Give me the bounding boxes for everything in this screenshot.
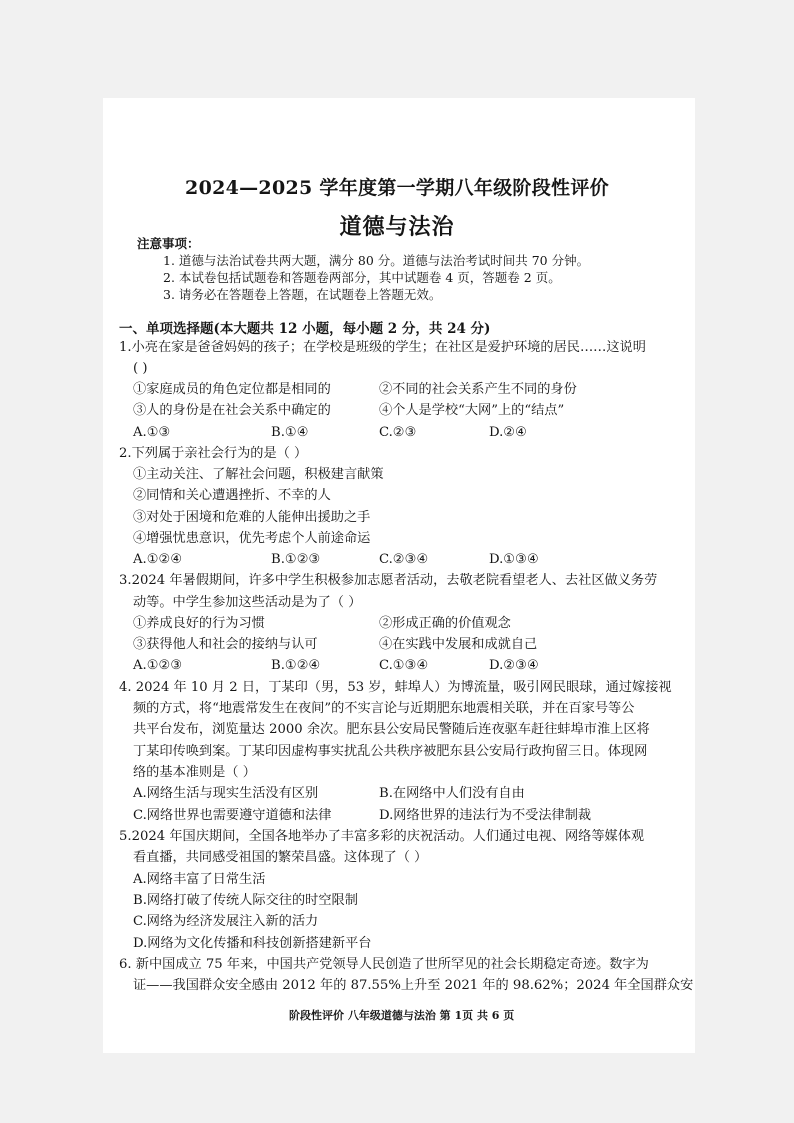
q3-stem-line1: 3.2024 年暑假期间，许多中学生积极参加志愿者活动，去敬老院看望老人、去社区做义务劳 <box>119 573 658 588</box>
q5-option-b: B.网络打破了传统人际交往的时空限制 <box>133 893 358 908</box>
q2-option-b: B.①②③ <box>271 552 321 567</box>
q3-statement-3: ③获得他人和社会的接纳与认可 <box>133 637 318 652</box>
section-heading: 一、单项选择题(本大题共 12 小题，每小题 2 分，共 24 分) <box>119 321 491 337</box>
q3-option-b: B.①②④ <box>271 658 321 673</box>
q4-option-b: B.在网络中人们没有自由 <box>379 786 525 801</box>
q1-statement-3: ③人的身份是在社会关系中确定的 <box>133 403 331 418</box>
q3-statement-2: ②形成正确的价值观念 <box>379 616 511 631</box>
q2-stem: 2.下列属于亲社会行为的是（ ） <box>119 446 308 461</box>
q1-statement-4: ④个人是学校“大网”上的“结点” <box>379 403 565 418</box>
q4-stem-line3: 共平台发布，浏览量达 2000 余次。肥东县公安局民警随后连夜驱车赶往蚌埠市淮上区将 <box>133 722 650 737</box>
q6-stem-line1: 6. 新中国成立 75 年来，中国共产党领导人民创造了世所罕见的社会长期稳定奇迹。数字为 <box>119 957 649 972</box>
q1-statement-2: ②不同的社会关系产生不同的身份 <box>379 382 577 397</box>
q1-statement-1: ①家庭成员的角色定位都是相同的 <box>133 382 331 397</box>
notes-heading: 注意事项： <box>137 236 200 251</box>
q1-option-b: B.①④ <box>271 425 309 440</box>
q5-option-d: D.网络为文化传播和科技创新搭建新平台 <box>133 936 372 951</box>
q4-stem-line4: 丁某印传唤到案。丁某印因虚构事实扰乱公共秩序被肥东县公安局行政拘留三日。体现网 <box>133 744 648 759</box>
q1-option-a: A.①③ <box>133 425 171 440</box>
q3-statement-1: ①养成良好的行为习惯 <box>133 616 265 631</box>
q2-statement-3: ③对处于困境和危难的人能伸出援助之手 <box>133 510 371 525</box>
page-footer: 阶段性评价 八年级道德与法治 第 1页 共 6 页 <box>289 1009 515 1022</box>
q4-option-d: D.网络世界的违法行为不受法律制裁 <box>379 808 592 823</box>
subject-title: 道德与法治 <box>339 214 455 240</box>
q2-statement-4: ④增强忧患意识，优先考虑个人前途命运 <box>133 531 371 546</box>
note-item-1: 1. 道德与法治试卷共两大题，满分 80 分。道德与法治考试时间共 70 分钟。 <box>163 253 590 268</box>
q4-option-a: A.网络生活与现实生活没有区别 <box>133 786 319 801</box>
q1-stem-line1: 1.小亮在家是爸爸妈妈的孩子；在学校是班级的学生；在社区是爱护环境的居民……这说明 <box>119 340 646 355</box>
q4-option-c: C.网络世界也需要遵守道德和法律 <box>133 808 332 823</box>
q1-option-c: C.②③ <box>379 425 417 440</box>
q1-option-d: D.②④ <box>489 425 527 440</box>
q5-stem-line2: 看直播，共同感受祖国的繁荣昌盛。这体现了（ ） <box>133 850 428 865</box>
q2-option-c: C.②③④ <box>379 552 429 567</box>
q2-option-d: D.①③④ <box>489 552 539 567</box>
q5-option-a: A.网络丰富了日常生活 <box>133 872 266 887</box>
q3-option-a: A.①②③ <box>133 658 183 673</box>
note-item-3: 3. 请务必在答题卷上答题，在试题卷上答题无效。 <box>163 287 442 302</box>
q6-stem-line2: 证——我国群众安全感由 2012 年的 87.55%上升至 2021 年的 98.62%；2024 年全国群众安 <box>133 978 694 993</box>
q4-stem-line5: 络的基本准则是（ ） <box>133 765 256 780</box>
q3-stem-line2: 动等。中学生参加这些活动是为了（ ） <box>133 595 362 610</box>
q5-stem-line1: 5.2024 年国庆期间，全国各地举办了丰富多彩的庆祝活动。人们通过电视、网络等媒体观 <box>119 829 645 844</box>
q3-option-c: C.①③④ <box>379 658 429 673</box>
q2-option-a: A.①②④ <box>133 552 183 567</box>
q2-statement-2: ②同情和关心遭遇挫折、不幸的人 <box>133 488 331 503</box>
q5-option-c: C.网络为经济发展注入新的活力 <box>133 914 319 929</box>
note-item-2: 2. 本试卷包括试题卷和答题卷两部分，其中试题卷 4 页，答题卷 2 页。 <box>163 270 561 285</box>
q4-stem-line1: 4. 2024 年 10 月 2 日，丁某印（男，53 岁，蚌埠人）为博流量，吸引网民眼球，通过嫁接视 <box>119 680 672 695</box>
q4-stem-line2: 频的方式，将“地震常发生在夜间”的不实言论与近期肥东地震相关联，并在百家号等公 <box>133 701 635 716</box>
q3-statement-4: ④在实践中发展和成就自己 <box>379 637 538 652</box>
q1-stem-line2: ( ) <box>133 361 148 376</box>
page-title: 2024—2025 学年度第一学期八年级阶段性评价 <box>185 177 609 199</box>
q3-option-d: D.②③④ <box>489 658 539 673</box>
q2-statement-1: ①主动关注、了解社会问题，积极建言献策 <box>133 467 384 482</box>
